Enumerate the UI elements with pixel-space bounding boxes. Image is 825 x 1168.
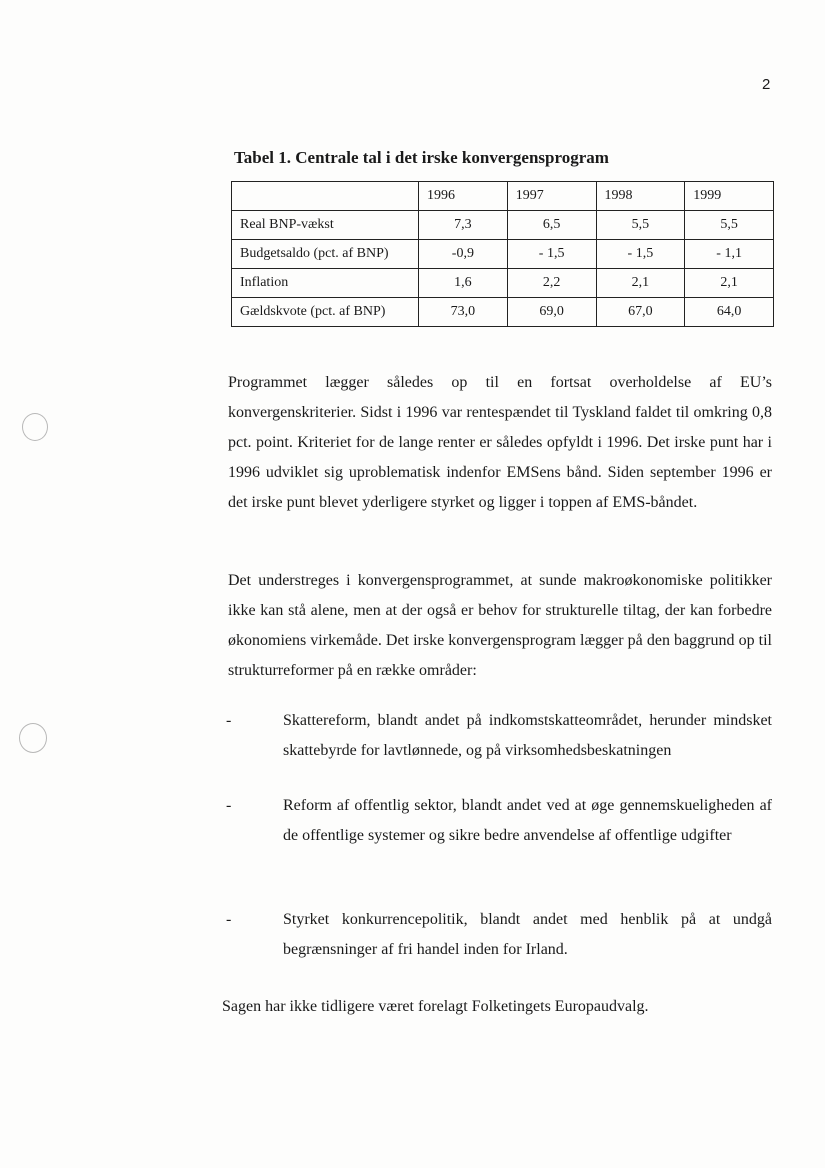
paragraph-convergence-criteria: Programmet lægger således op til en fortsat overholdelse af EU’s konvergenskriterier. Sidst i 1996 var rentespændet til Tyskland faldet til omkring 0,8 pct. point. Kriteriet for de lange renter er således opfyldt i 1996. Det irske punt har i 1996 udviklet sig uproblematisk indenfor EMSens bånd. Siden september 1996 er det irske punt blevet yderligere styrket og ligger i toppen af EMS-båndet. [228, 374, 772, 511]
row-label: Inflation [232, 269, 419, 298]
table-cell: 2,1 [596, 269, 685, 298]
row-label: Gældskvote (pct. af BNP) [232, 298, 419, 327]
list-item [226, 791, 772, 851]
table-cell: 67,0 [596, 298, 685, 327]
bullet-marker: - [226, 911, 232, 928]
header-cell-1997: 1997 [507, 182, 596, 211]
header-cell-1998: 1998 [596, 182, 685, 211]
table-cell: 69,0 [507, 298, 596, 327]
table-cell: 5,5 [685, 211, 774, 240]
bullet-marker: - [226, 797, 232, 814]
table-cell: 6,5 [507, 211, 596, 240]
table-header-row [232, 182, 774, 211]
table-cell: - 1,5 [596, 240, 685, 269]
list-item-text: Skattereform, blandt andet på indkomstskatteområdet, herunder mindsket skattebyrde for lavtlønnede, og på virksomhedsbeskatningen [283, 712, 772, 759]
table-cell: - 1,5 [507, 240, 596, 269]
table-row [232, 240, 774, 269]
table-cell: 2,1 [685, 269, 774, 298]
table-cell: 2,2 [507, 269, 596, 298]
list-item [226, 905, 772, 965]
row-label: Real BNP-vækst [232, 211, 419, 240]
paragraph-structural-reforms: Det understreges i konvergensprogrammet, at sunde makroøkonomiske politikker ikke kan stå alene, men at der også er behov for strukturelle tiltag, der kan forbedre økonomiens virkemåde. Det irske konvergensprogram lægger på den baggrund op til strukturreformer på en række områder: [228, 572, 772, 679]
table-cell: -0,9 [419, 240, 508, 269]
header-cell-1999: 1999 [685, 182, 774, 211]
table-row [232, 269, 774, 298]
list-item-text: Styrket konkurrencepolitik, blandt andet med henblik på at undgå begrænsninger af fri handel inden for Irland. [283, 911, 772, 958]
table-row [232, 298, 774, 327]
header-cell-1996: 1996 [419, 182, 508, 211]
punch-hole-mark [19, 723, 47, 753]
header-cell-empty [232, 182, 419, 211]
table-cell: 73,0 [419, 298, 508, 327]
table-cell: 5,5 [596, 211, 685, 240]
page-number: 2 [762, 76, 771, 93]
closing-sentence: Sagen har ikke tidligere været forelagt Folketingets Europaudvalg. [222, 998, 649, 1015]
table-row [232, 211, 774, 240]
table-cell: 64,0 [685, 298, 774, 327]
list-item-text: Reform af offentlig sektor, blandt andet ved at øge gennemskueligheden af de offentlige systemer og sikre bedre anvendelse af offentlige udgifter [283, 797, 772, 844]
list-item [226, 706, 772, 766]
row-label: Budgetsaldo (pct. af BNP) [232, 240, 419, 269]
bullet-marker: - [226, 712, 232, 729]
punch-hole-mark [22, 413, 48, 441]
table-cell: 1,6 [419, 269, 508, 298]
table-cell: - 1,1 [685, 240, 774, 269]
data-table [231, 181, 774, 327]
table-cell: 7,3 [419, 211, 508, 240]
table-title: Tabel 1. Centrale tal i det irske konvergensprogram [234, 148, 609, 167]
